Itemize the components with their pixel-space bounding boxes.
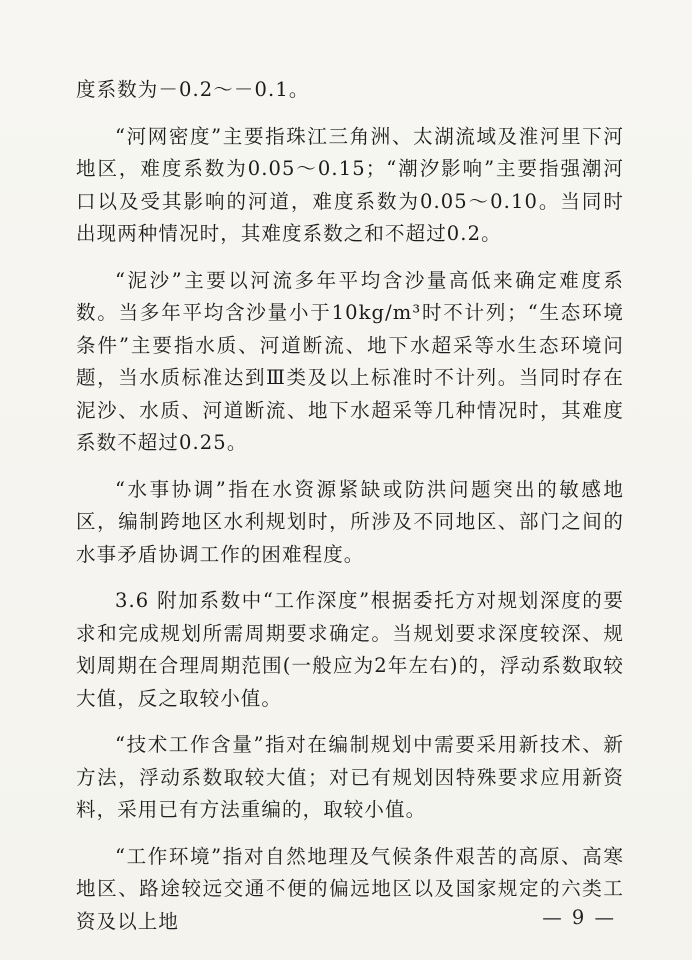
- paragraph-sediment: “泥沙”主要以河流多年平均含沙量高低来确定难度系数。当多年平均含沙量小于10kg/m³时不计列；“生态环境条件”主要指水质、河道断流、地下水超采等水生态环境问题，当水质标准达到Ⅲ类及以上标准时不计列。当同时存在泥沙、水质、河道断流、地下水超采等几种情况时，其难度系数不超过0.25。: [76, 268, 624, 454]
- paragraph-river-density: “河网密度”主要指珠江三角洲、太湖流域及淮河里下河地区，难度系数为0.05～0.15；“潮汐影响”主要指强潮河口以及受其影响的河道，难度系数为0.05～0.10。当同时出现两种情况时，其难度系数之和不超过0.2。: [76, 124, 624, 245]
- document-body: [76, 74, 624, 952]
- paragraph-technical-content: “技术工作含量”指对在编制规划中需要采用新技术、新方法，浮动系数取较大值；对已有规划因特殊要求应用新资料，采用已有方法重编的，取较小值。: [76, 733, 624, 821]
- page-number: — 9 —: [542, 906, 616, 929]
- paragraph-section-3-6: 3.6 附加系数中“工作深度”根据委托方对规划深度的要求和完成规划所需周期要求确定。当规划要求深度较深、规划周期在合理周期范围(一般应为2年左右)的，浮动系数取较大值，反之取较小值。: [76, 589, 624, 710]
- paragraph-continuation: 度系数为－0.2～－0.1。: [76, 78, 310, 101]
- paragraph-work-environment: “工作环境”指对自然地理及气候条件艰苦的高原、高寒地区、路途较远交通不便的偏远地区以及国家规定的六类工资及以上地: [76, 844, 624, 933]
- paragraph-water-coordination: “水事协调”指在水资源紧缺或防洪问题突出的敏感地区，编制跨地区水利规划时，所涉及不同地区、部门之间的水事矛盾协调工作的困难程度。: [76, 477, 624, 566]
